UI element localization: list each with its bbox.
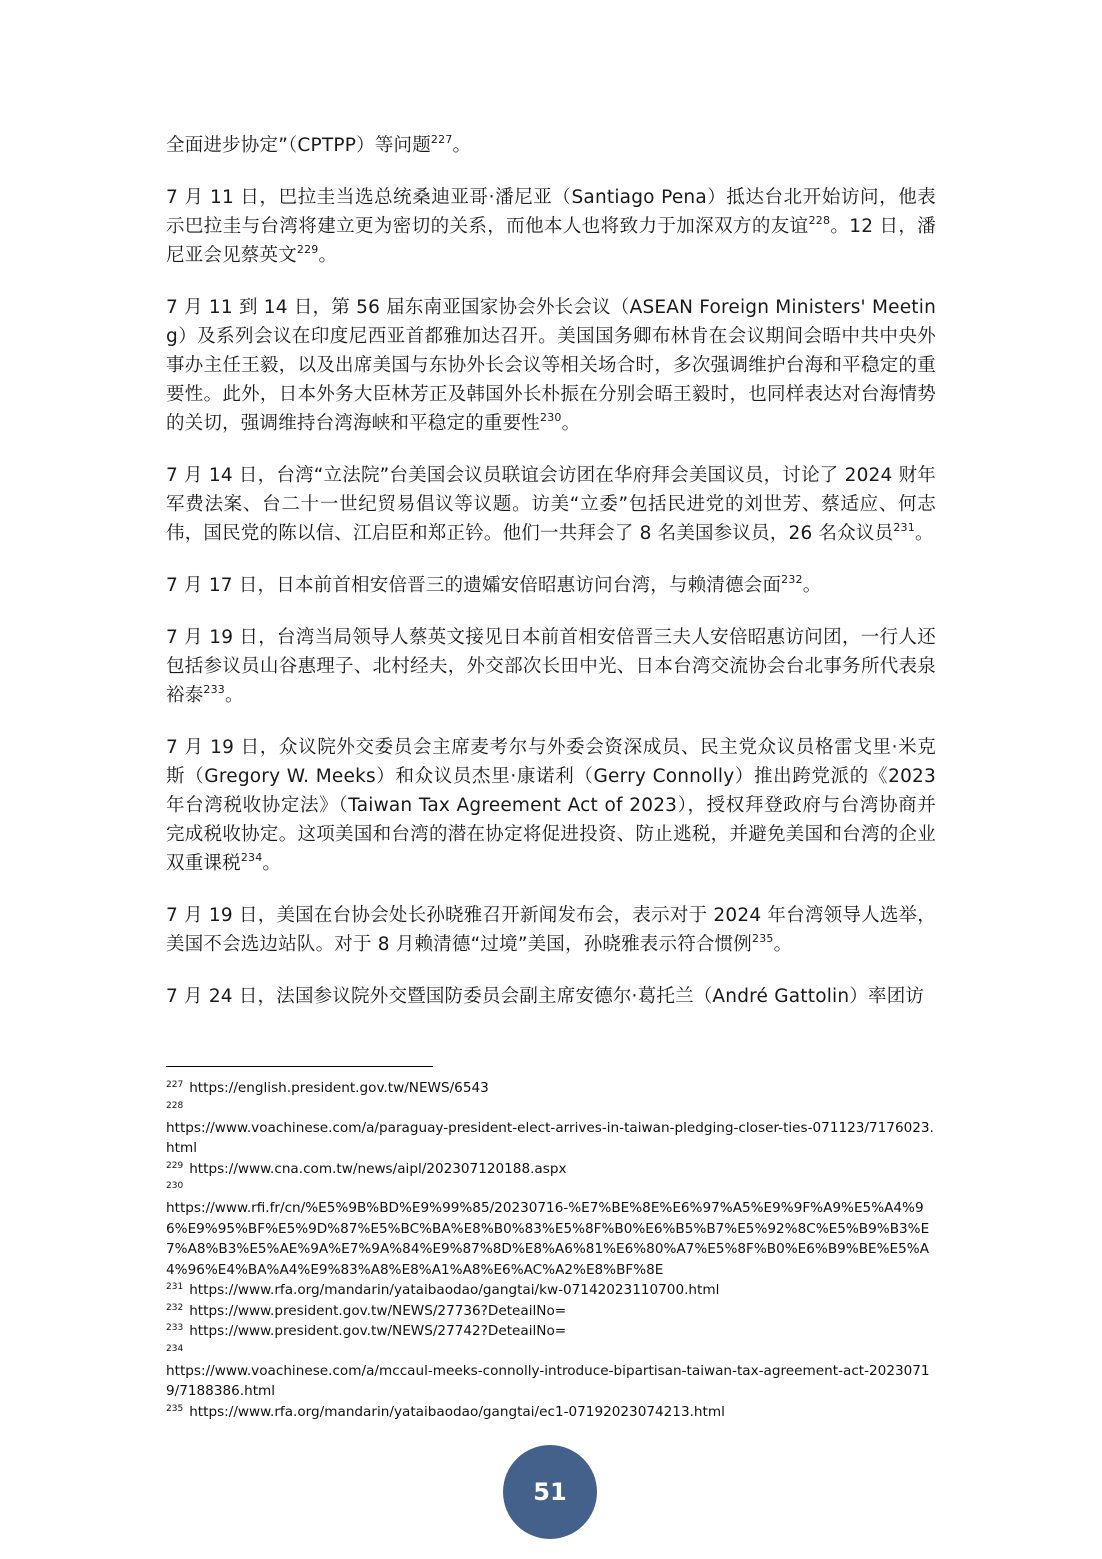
footnote-ref-235[interactable]: 235 <box>752 931 774 945</box>
paragraph-jul-19-tsai: 7 月 19 日，台湾当局领导人蔡英文接见日本前首相安倍晋三夫人安倍昭惠访问团，一行人还包括参议员山谷惠理子、北村经夫，外交部次长田中光、日本台湾交流协会台北事务所代表泉裕泰$^{233}$。 <box>166 627 936 706</box>
footnote-link[interactable]: https://www.rfa.org/mandarin/yataibaodao/gangtai/ec1-07192023074213.html <box>189 1403 725 1420</box>
footnote-link[interactable]: https://www.cna.com.tw/news/aipl/202307120188.aspx <box>189 1160 567 1177</box>
footnote-link[interactable]: https://www.president.gov.tw/NEWS/27742?DeteailNo= <box>189 1323 567 1339</box>
footnote-228: 228 https://www.voachinese.com/a/paraguay-president-elect-arrives-in-taiwan-pledging-closer-ties-071123/7176023.html <box>166 1100 934 1156</box>
footnote-ref-234[interactable]: 234 <box>240 850 263 864</box>
paragraph-cptpp: 全面进步协定”（CPTPP）等问题$^{227}$。 <box>166 132 472 156</box>
footnote-ref-227[interactable]: 227 <box>430 132 453 146</box>
footnote-link[interactable]: https://www.president.gov.tw/NEWS/27736?DeteailNo= <box>189 1302 567 1319</box>
footnote-ref-230[interactable]: 230 <box>540 410 562 424</box>
footnote-divider <box>166 1066 433 1067</box>
footnotes <box>166 1078 938 1422</box>
footnote-ref-233[interactable]: 233 <box>203 682 226 696</box>
footnote-ref-229[interactable]: 229 <box>296 242 319 256</box>
footnote-ref-228[interactable]: 228 <box>808 213 831 227</box>
footnote-229: $^{229}$ https://www.cna.com.tw/news/aipl/202307120188.aspx <box>166 1160 567 1177</box>
page-number-badge <box>503 1445 597 1539</box>
footnote-231: $^{231}$ https://www.rfa.org/mandarin/yataibaodao/gangtai/kw-07142023110700.html <box>166 1282 720 1298</box>
footnote-232: $^{232}$ https://www.president.gov.tw/NEWS/27736?DeteailNo= <box>166 1302 567 1319</box>
footnote-230: 230 https://www.rfi.fr/cn/%E5%9B%BD%E9%99%85/20230716-%E7%BE%8E%E6%97%A5%E9%9F%A9%E5%A4%96%E9%95%BF%E5%9D%87%E5%BC%BA%E8%B0%83%E5%8F%B0%E6%B5%B7%E5%92%8C%E5%B9%B3%E7%A8%B3%E5%AE%9A%E7%9A%84%E9%87%8D%E8%A6%81%E6%80%A7%E5%8F%B0%E6%B9%BE%E5%A4%96%E4%BA%A4%E9%83%A8%E8%A1%A8%E6%AC%A2%E8%BF%8E <box>166 1181 930 1278</box>
paragraph-jul-24-france: 7 月 24 日，法国参议院外交暨国防委员会副主席安德尔·葛托兰（André Gattolin）率团访 <box>166 986 925 1007</box>
footnote-234: 234 https://www.voachinese.com/a/mccaul-meeks-connolly-introduce-bipartisan-taiwan-tax-agreement-act-20230719/7188386.html <box>166 1343 930 1399</box>
footnote-link[interactable]: https://english.president.gov.tw/NEWS/6543 <box>189 1080 489 1096</box>
paragraph-jul-11-paraguay: 7 月 11 日，巴拉圭当选总统桑迪亚哥·潘尼亚（Santiago Pena）抵达台北开始访问，他表示巴拉圭与台湾将建立更为密切的关系，而他本人也将致力于加深双方的友谊$^{228}$。12 日，潘尼亚会见蔡英文$^{229}$。 <box>166 187 936 266</box>
paragraph-jul-14-delegation: 7 月 14 日，台湾“立法院”台美国会议员联谊会访团在华府拜会美国议员，讨论了 2024 财年军费法案、台二十一世纪贸易倡议等议题。访美“立委”包括民进党的刘世芳、蔡适应、何志伟，国民党的陈以信、江启臣和郑正钤。他们一共拜会了 8 名美国参议员，26 名众议员$^{231}$。 <box>166 465 936 544</box>
footnote-link[interactable]: https://www.voachinese.com/a/mccaul-meeks-connolly-introduce-bipartisan-taiwan-tax-agreement-act-20230719/7188386.html <box>166 1362 930 1399</box>
footnote-link[interactable]: https://www.voachinese.com/a/paraguay-president-elect-arrives-in-taiwan-pledging-closer-ties-071123/7176023.html <box>166 1119 934 1156</box>
paragraph-jul-19-tax-act: 7 月 19 日，众议院外交委员会主席麦考尔与外委会资深成员、民主党众议员格雷戈里·米克斯（Gregory W. Meeks）和众议员杰里·康诺利（Gerry Connolly）推出跨党派的《2023 年台湾税收协定法》（Taiwan Tax Agreement Act of 2023），授权拜登政府与台湾协商并完成税收协定。这项美国和台湾的潜在协定将促进投资、防止逃税，并避免美国和台湾的企业双重课税$^{234}$。 <box>166 737 936 874</box>
footnote-227: $^{227}$ https://english.president.gov.tw/NEWS/6543 <box>166 1080 489 1096</box>
footnote-235: $^{235}$ https://www.rfa.org/mandarin/yataibaodao/gangtai/ec1-07192023074213.html <box>166 1403 725 1420</box>
body-text <box>166 131 936 1034</box>
page-number: 51 <box>533 1478 567 1506</box>
footnote-link[interactable]: https://www.rfa.org/mandarin/yataibaodao/gangtai/kw-07142023110700.html <box>189 1282 720 1298</box>
footnote-ref-232[interactable]: 232 <box>781 572 803 586</box>
footnote-233: $^{233}$ https://www.president.gov.tw/NEWS/27742?DeteailNo= <box>166 1323 567 1339</box>
footnote-ref-231[interactable]: 231 <box>893 520 915 534</box>
footnote-link[interactable]: https://www.rfi.fr/cn/%E5%9B%BD%E9%99%85/20230716-%E7%BE%8E%E6%97%A5%E9%9F%A9%E5%A4%96%E9%95%BF%E5%9D%87%E5%BC%BA%E8%B0%83%E5%8F%B0%E6%B5%B7%E5%92%8C%E5%B9%B3%E7%A8%B3%E5%AE%9A%E7%9A%84%E9%87%8D%E8%A6%81%E6%80%A7%E5%8F%B0%E6%B9%BE%E5%A4%96%E4%BA%A4%E9%83%A8%E8%A1%A8%E6%AC%A2%E8%BF%8E <box>166 1200 930 1278</box>
paragraph-jul-11-14-asean: 7 月 11 到 14 日，第 56 届东南亚国家协会外长会议（ASEAN Foreign Ministers' Meeting）及系列会议在印度尼西亚首都雅加达召开。美国国务卿布林肯在会议期间会晤中共中央外事办主任王毅，以及出席美国与东协外长会议等相关场合时，多次强调维护台海和平稳定的重要性。此外，日本外务大臣林芳正及韩国外长朴振在分别会晤王毅时，也同样表达对台海情势的关切，强调维持台湾海峡和平稳定的重要性$^{230}$。 <box>166 297 936 434</box>
paragraph-jul-17-abe: 7 月 17 日，日本前首相安倍晋三的遗孀安倍昭惠访问台湾，与赖清德会面$^{232}$。 <box>166 572 822 596</box>
paragraph-jul-19-ait: 7 月 19 日，美国在台协会处长孙晓雅召开新闻发布会，表示对于 2024 年台湾领导人选举，美国不会选边站队。对于 8 月赖清德“过境”美国，孙晓雅表示符合惯例$^{235}$。 <box>166 905 936 955</box>
